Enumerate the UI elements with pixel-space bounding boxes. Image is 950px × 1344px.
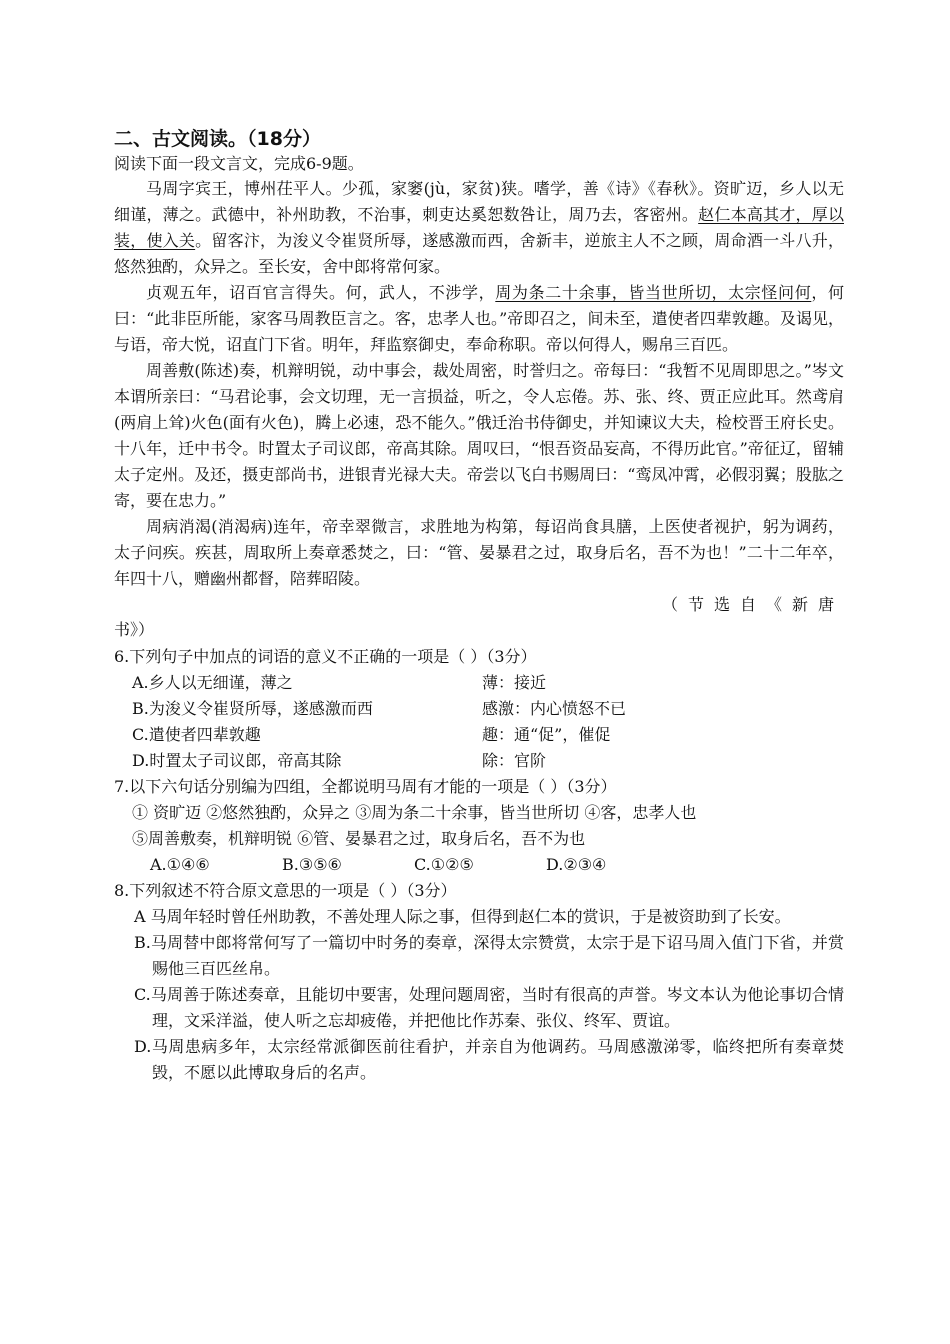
question-7 xyxy=(114,774,844,878)
q6-option-c xyxy=(114,722,844,748)
q6-option-b xyxy=(114,696,844,722)
q8-option-a: A 马周年轻时曾任州助教，不善处理人际之事，但得到赵仁本的赏识，于是被资助到了长安。 xyxy=(134,907,791,926)
q8-option-d: D.马周患病多年，太宗经常派御医前往看护，并亲自为他调药。马周感激涕零，临终把所有奏章焚毁，不愿以此博取身后的名声。 xyxy=(134,1037,844,1082)
passage-paragraph-4: 周病消渴(消渴病)连年，帝幸翠微言，求胜地为构第，每诏尚食具膳，上医使者视护，躬为调药，太子问疾。疾甚，周取所上奏章悉焚之，曰：“管、晏暴君之过，取身后名，吾不为也！”二十二年卒，年四十八，赠幽州都督，陪葬昭陵。 xyxy=(114,517,844,588)
q7-choice-b: B.③⑤⑥ xyxy=(282,855,342,874)
p1-text-b: 。留客汴，为浚义令崔贤所辱，遂感激而西，舍新丰，逆旅主人不之顾，周命酒一斗八升，悠然独酌，众异之。至长安，舍中郎将常何家。 xyxy=(114,231,844,276)
question-8 xyxy=(114,878,844,1086)
q6-option-c-gloss: 趣：通“促”，催促 xyxy=(482,725,611,744)
q7-sentences-line-2: ⑤周善敷奏，机辩明锐 ⑥管、晏暴君之过，取身后名，吾不为也 xyxy=(132,829,586,848)
section-title: 二、古文阅读。（18分） xyxy=(114,128,321,150)
q7-sentences-line-1: ① 资旷迈 ②悠然独酌，众异之 ③周为条二十余事，皆当世所切 ④客，忠孝人也 xyxy=(132,803,697,822)
q8-stem: 8.下列叙述不符合原文意思的一项是（ ）（3分） xyxy=(114,881,457,900)
q7-stem: 7.以下六句话分别编为四组，全都说明马周有才能的一项是（ ）（3分） xyxy=(114,777,617,796)
p1-underlined-sentence: 赵仁本高其才，厚以装，使入关 xyxy=(114,205,844,250)
q6-stem: 6.下列句子中加点的词语的意义不正确的一项是（ ）（3分） xyxy=(114,647,537,666)
p2-text-a: 贞观五年，诏百官言得失。何，武人，不涉学， xyxy=(146,283,496,302)
q7-choices xyxy=(114,852,844,878)
p2-underlined-sentence: 周为条二十余事，皆当世所切，太宗怪问何 xyxy=(495,283,812,302)
q6-option-c-sentence: C.遣使者四辈敦趣 xyxy=(132,725,261,744)
q7-choice-d: D.②③④ xyxy=(546,855,607,874)
passage-paragraph-1 xyxy=(114,176,844,280)
q6-option-a-gloss: 薄：接近 xyxy=(482,673,547,692)
q8-option-b: B.马周替中郎将常何写了一篇切中时务的奏章，深得太宗赞赏，太宗于是下诏马周入值门下省，并赏赐他三百匹丝帛。 xyxy=(134,933,844,978)
q6-option-d-sentence: D.时置太子司议郎，帝高其除 xyxy=(132,751,342,770)
q6-option-b-sentence: B.为浚义令崔贤所辱，遂感激而西 xyxy=(132,699,373,718)
question-6 xyxy=(114,644,844,774)
passage-paragraph-3: 周善敷(陈述)奏，机辩明锐，动中事会，裁处周密，时誉归之。帝每曰：“我暂不见周即思之。”岑文本谓所亲曰：“马君论事，会文切理，无一言损益，听之，令人忘倦。苏、张、终、贾正应此耳。然鸢肩(两肩上耸)火色(面有火色)，腾上必速，恐不能久。”俄迁治书侍御史，并知谏议大夫，检校晋王府长史。十八年，迁中书令。时置太子司议郎，帝高其除。周叹曰，“恨吾资品妄高，不得历此官。”帝征辽，留辅太子定州。及还，摄吏部尚书，进银青光禄大夫。帝尝以飞白书赐周曰：“鸾凤冲霄，必假羽翼；股肱之寄，要在忠力。” xyxy=(114,361,844,510)
q6-option-b-gloss: 感激：内心愤怒不已 xyxy=(482,699,627,718)
passage-source-tail: 书》） xyxy=(114,620,155,639)
p1-text-a: 马周字宾王，博州茌平人。少孤，家窭(jù，家贫)狭。嗜学，善《诗》《春秋》。资旷迈，乡人以无细谨，薄之。武德中，补州助教，不治事，刺吏达奚恕数咎让，周乃去，客密州。 xyxy=(114,179,844,224)
q7-choice-c: C.①②⑤ xyxy=(414,855,474,874)
passage xyxy=(114,176,844,642)
exam-page xyxy=(114,126,844,1086)
q6-option-d-gloss: 除：官阶 xyxy=(482,751,547,770)
q6-option-d xyxy=(114,748,844,774)
passage-source: （节选自《新唐 xyxy=(661,595,844,614)
q6-option-a-sentence: A.乡人以无细谨，薄之 xyxy=(132,673,293,692)
p2-text-b: ，何曰：“此非臣所能，家客马周教臣言之。客，忠孝人也。”帝即召之，间未至，遣使者四辈敦趣。及谒见，与语，帝大悦，诏直门下省。明年，拜监察御史，奉命称职。帝以何得人，赐帛三百匹。 xyxy=(114,283,844,354)
q7-choice-a: A.①④⑥ xyxy=(150,855,210,874)
q6-option-a xyxy=(114,670,844,696)
passage-paragraph-2 xyxy=(114,280,844,358)
q8-option-c: C.马周善于陈述奏章，且能切中要害，处理问题周密，当时有很高的声誉。岑文本认为他论事切合情理，文采洋溢，使人听之忘却疲倦，并把他比作苏秦、张仪、终军、贾谊。 xyxy=(134,985,844,1030)
section-intro: 阅读下面一段文言文，完成6-9题。 xyxy=(114,154,364,173)
